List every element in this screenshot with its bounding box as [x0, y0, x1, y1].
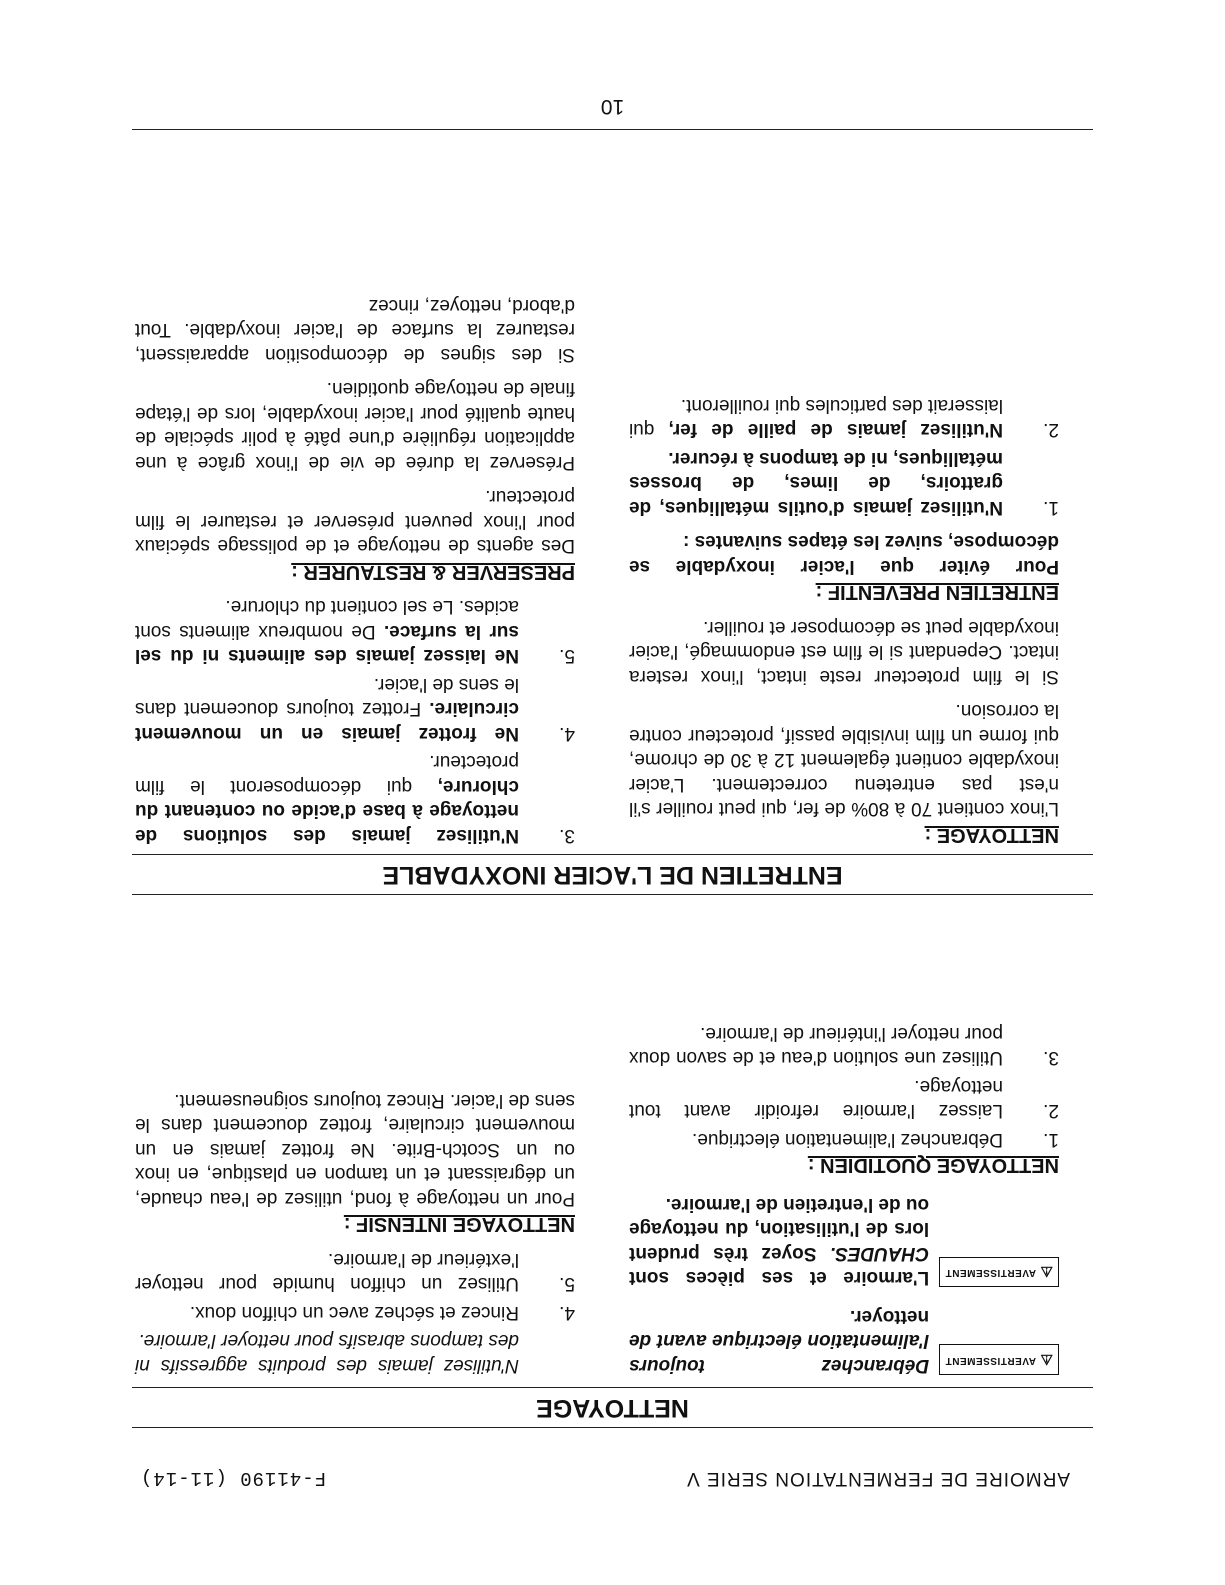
footer-divider [132, 129, 1093, 130]
section1-right-column [135, 1078, 575, 1378]
list-item: 2. N'utilisez jamais de paille de fer, qui laisserait des particules qui rouilleront. [629, 395, 1059, 441]
paragraph: Préservez la durée de vie de l'inox grâce à une application régulière d'une pâté à polir spéciale de haute qualité pour l'acier inoxydable, lors de l'étape finale de nettoyage quotidien. [135, 378, 575, 473]
heading-nettoyage-quotidien: NETTOYAGE QUOTIDIEN : [807, 1154, 1059, 1177]
paragraph: Si des signes de décomposition apparaissent, restaurez la surface de l'acier inoxydable. Tout d'abord, nettoyez, rincez [135, 295, 575, 365]
intensif-paragraph: Pour un nettoyage à fond, utilisez de l'eau chaude, un dégraissant et un tampon en plastique, en inox ou un Scotch-Brite. Ne frottez jamais en un mouvement circulaire, frottez doucement dans le sens de l'acier. Rincez toujours soigneusement. [135, 1090, 575, 1209]
page-number: 10 [600, 95, 625, 118]
warning-hot: ⚠ AVERTISSEMENT L'armoire et ses pièces sont CHAUDES. Soyez très prudent lors de l'utilisation, du nettoyage ou de l'entretien de l'armoire. [629, 1192, 1059, 1290]
warning-badge: ⚠ AVERTISSEMENT [939, 1257, 1059, 1288]
list-item: 2. Laissez l'armoire refroidir avant tout nettoyage. [629, 1076, 1059, 1122]
header-title: ARMOIRE DE FERMENTATION SERIE V [686, 1468, 1070, 1489]
heading-nettoyage: NETTOYAGE : [924, 824, 1059, 846]
list-item: 3. N'utilisez jamais des solutions de nettoyage à base d'acide ou contenant du chlorure, qui décomposeront le film protecteur. [134, 751, 575, 846]
section-title-nettoyage: NETTOYAGE [132, 1387, 1093, 1428]
heading-entretien-preventif: ENTRETIEN PREVENTIF : [815, 581, 1059, 604]
section2-right-column [135, 283, 575, 848]
list-item: 5. Utilisez un chiffon humide pour nettoyer l'extérieur de l'armoire. [135, 1249, 575, 1295]
paragraph: Si le film protecteur reste intact, l'inox restera intact. Cependant si le film est endommagé, l'acier inoxydable peut se décomposer et rouiller. [629, 617, 1059, 687]
warning-triangle-icon: ⚠ [1039, 1264, 1053, 1281]
heading-nettoyage-intensif: NETTOYAGE INTENSIF : [343, 1213, 575, 1236]
list-item: 4. Rincez et séchez avec un chiffon doux. [189, 1302, 575, 1323]
list-item: N'utilisez jamais des produits aggressifs ni des tampons abrasifs pour nettoyer l'armoire. [135, 1330, 519, 1376]
paragraph: L'inox contient 70 à 80% de fer, qui peut rouiller s'il n'est pas entretenu correctement. L'acier inoxydable contient également 12 à 30 de chrome, qui forme un film invisible passif, protecteur contre la corrosion. [629, 700, 1059, 820]
preventif-intro: Pour éviter que l'acier inoxydable se décompose, suivez les étapes suivantes : [629, 531, 1059, 577]
list-item: 5. Ne laissez jamais des aliments ni du sel sur la surface. De nombreux aliments sont acides. Le sel contient du chlorure. [134, 596, 575, 667]
warning-badge: ⚠ AVERTISSEMENT [939, 1345, 1059, 1376]
warning-unplug: ⚠ AVERTISSEMENT Débranchez toujours l'alimentation électrique avant de nettoyer. [629, 1304, 1059, 1378]
list-item: 3. Utilisez une solution d'eau et de savon doux pour nettoyer l'intérieur de l'armoire. [629, 1023, 1059, 1069]
section2-left-column [629, 383, 1059, 848]
section-title-entretien-inox: ENTRETIEN DE L'ACIER INOXYDABLE [132, 854, 1093, 895]
list-item: 4. Ne frottez jamais en un mouvement circulaire. Frottez toujours doucement dans le sens de l'acier. [134, 674, 575, 744]
list-item: 1. Débranchez l'alimentation électrique. [692, 1129, 1059, 1150]
preventif-list [629, 393, 1059, 520]
paragraph: Des agents de nettoyage et de polissage spéciaux pour l'inox peuvent préserver et restaurer le film protecteur. [135, 486, 575, 557]
heading-preserver-restaurer: PRESERVER & RESTAURER : [291, 561, 575, 583]
list-item: 1. N'utilisez jamais d'outils métalliques, de grattoirs, de limes, de brosses métalliques, ni de tampons à récurer. [629, 448, 1059, 518]
warning-triangle-icon: ⚠ [1039, 1352, 1053, 1368]
section1-left-column [629, 1011, 1059, 1378]
quotidien-list [629, 1021, 1059, 1152]
header-doc-number: F-41190 (11-14) [140, 1467, 327, 1489]
